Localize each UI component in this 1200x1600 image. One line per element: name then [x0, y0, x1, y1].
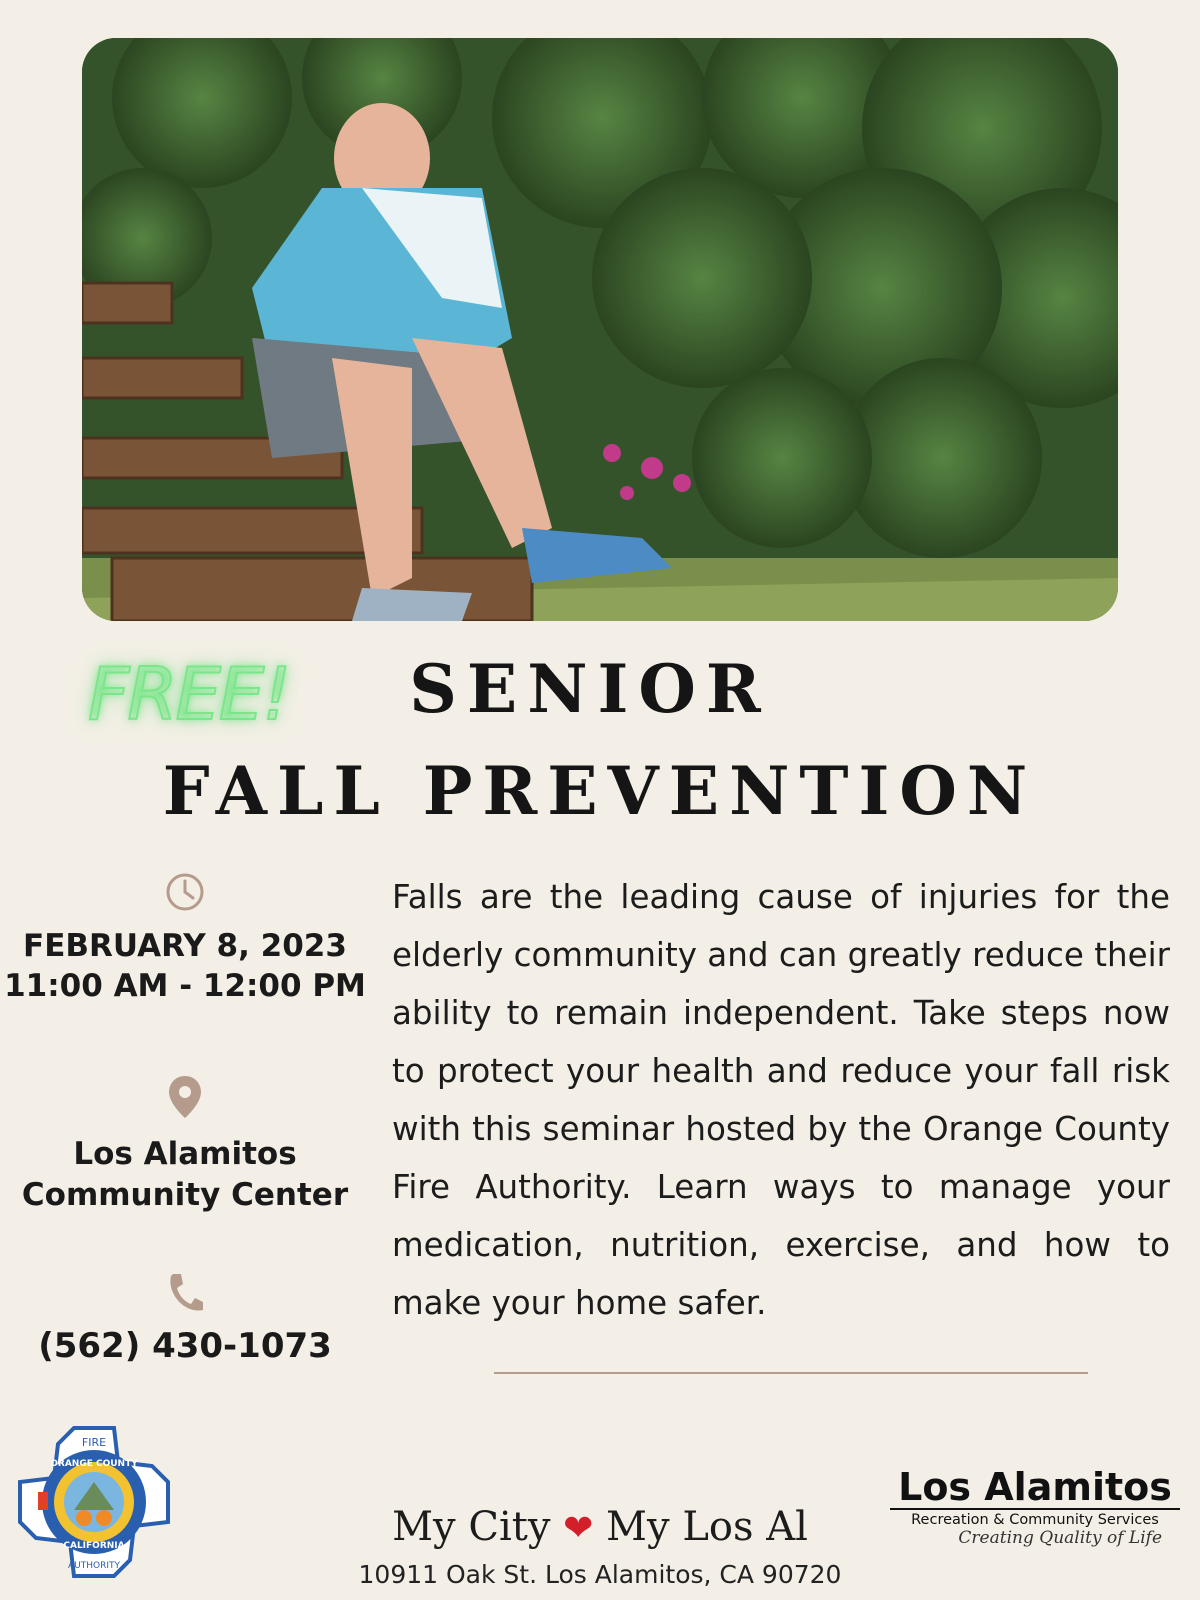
- brand-subtitle: Recreation & Community Services: [911, 1512, 1159, 1528]
- location-line1: Los Alamitos: [73, 1136, 297, 1172]
- location-pin-icon: [167, 1074, 203, 1120]
- heart-icon: ❤: [563, 1508, 594, 1549]
- senior-tying-shoe-photo: [82, 38, 1118, 621]
- event-title-line2: FALL PREVENTION: [162, 752, 1038, 830]
- clock-icon: [165, 872, 205, 912]
- phone-number: (562) 430-1073: [38, 1326, 332, 1366]
- divider: [494, 1372, 1088, 1374]
- event-time: 11:00 AM - 12:00 PM: [4, 968, 366, 1004]
- brand-tagline: Creating Quality of Life: [958, 1528, 1162, 1548]
- los-alamitos-logo: [890, 1466, 1180, 1548]
- ocfa-seal-logo: [14, 1422, 174, 1582]
- seal-top-text: FIRE: [81, 1436, 107, 1449]
- location-line2: Community Center: [21, 1177, 349, 1213]
- location-block: [0, 1074, 370, 1216]
- event-date: FEBRUARY 8, 2023: [23, 928, 347, 964]
- date-time-block: [0, 872, 370, 1006]
- phone-icon: [165, 1270, 205, 1314]
- event-description: Falls are the leading cause of injuries for the elderly community and can greatly reduce their ability to remain independent. Take steps now to protect your health and reduce your fall risk with this seminar hosted by the Orange County Fire Authority. Learn ways to manage your medication, nutrition, exercise, and how to make your home safer.: [392, 878, 1170, 1322]
- seal-bottom-text: CALIFORNIA: [63, 1541, 125, 1551]
- hero-photo: [82, 38, 1118, 621]
- venue-address: 10911 Oak St. Los Alamitos, CA 90720: [358, 1560, 842, 1589]
- event-title-line1: SENIOR: [409, 650, 771, 728]
- slogan-left: My City: [392, 1504, 551, 1550]
- free-badge: FREE!: [88, 652, 290, 736]
- brand-name: Los Alamitos: [890, 1466, 1180, 1510]
- city-slogan: [380, 1504, 820, 1550]
- seal-bottom2-text: AUTHORITY: [68, 1561, 120, 1571]
- slogan-right: My Los Al: [606, 1504, 808, 1550]
- phone-block: [0, 1270, 370, 1368]
- seal-ring-text: ORANGE COUNTY: [50, 1459, 138, 1469]
